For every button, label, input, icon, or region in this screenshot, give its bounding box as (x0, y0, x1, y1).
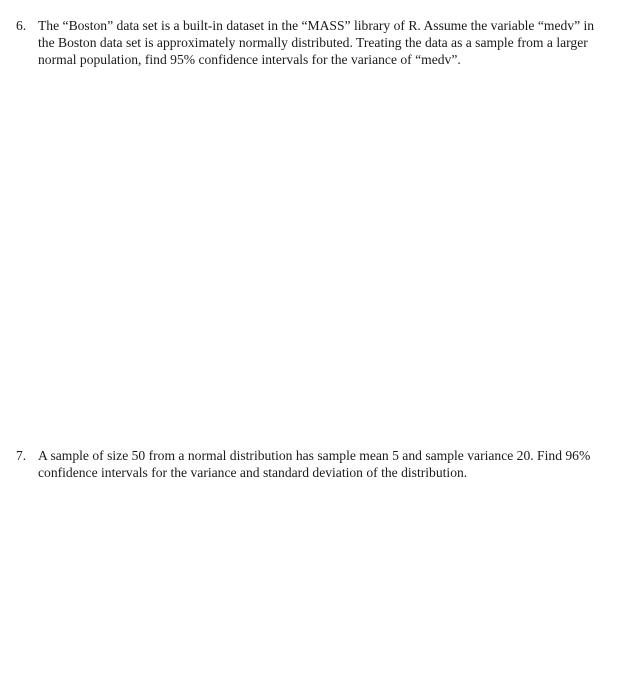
question-number: 6. (16, 18, 27, 33)
question-line: A sample of size 50 from a normal distribution has sample mean 5 and sample variance 20. Find 96% (38, 448, 591, 463)
question-line: normal population, find 95% confidence intervals for the variance of “medv”. (38, 52, 461, 67)
question-7 (16, 447, 616, 481)
question-text (38, 447, 616, 481)
question-6 (16, 17, 616, 68)
question-line: the Boston data set is approximately normally distributed. Treating the data as a sample from a larger (38, 35, 588, 50)
question-line: The “Boston” data set is a built-in dataset in the “MASS” library of R. Assume the variable “medv” in (38, 18, 595, 33)
question-line: confidence intervals for the variance and standard deviation of the distribution. (38, 465, 468, 480)
question-number: 7. (16, 448, 27, 463)
question-text (38, 17, 616, 68)
